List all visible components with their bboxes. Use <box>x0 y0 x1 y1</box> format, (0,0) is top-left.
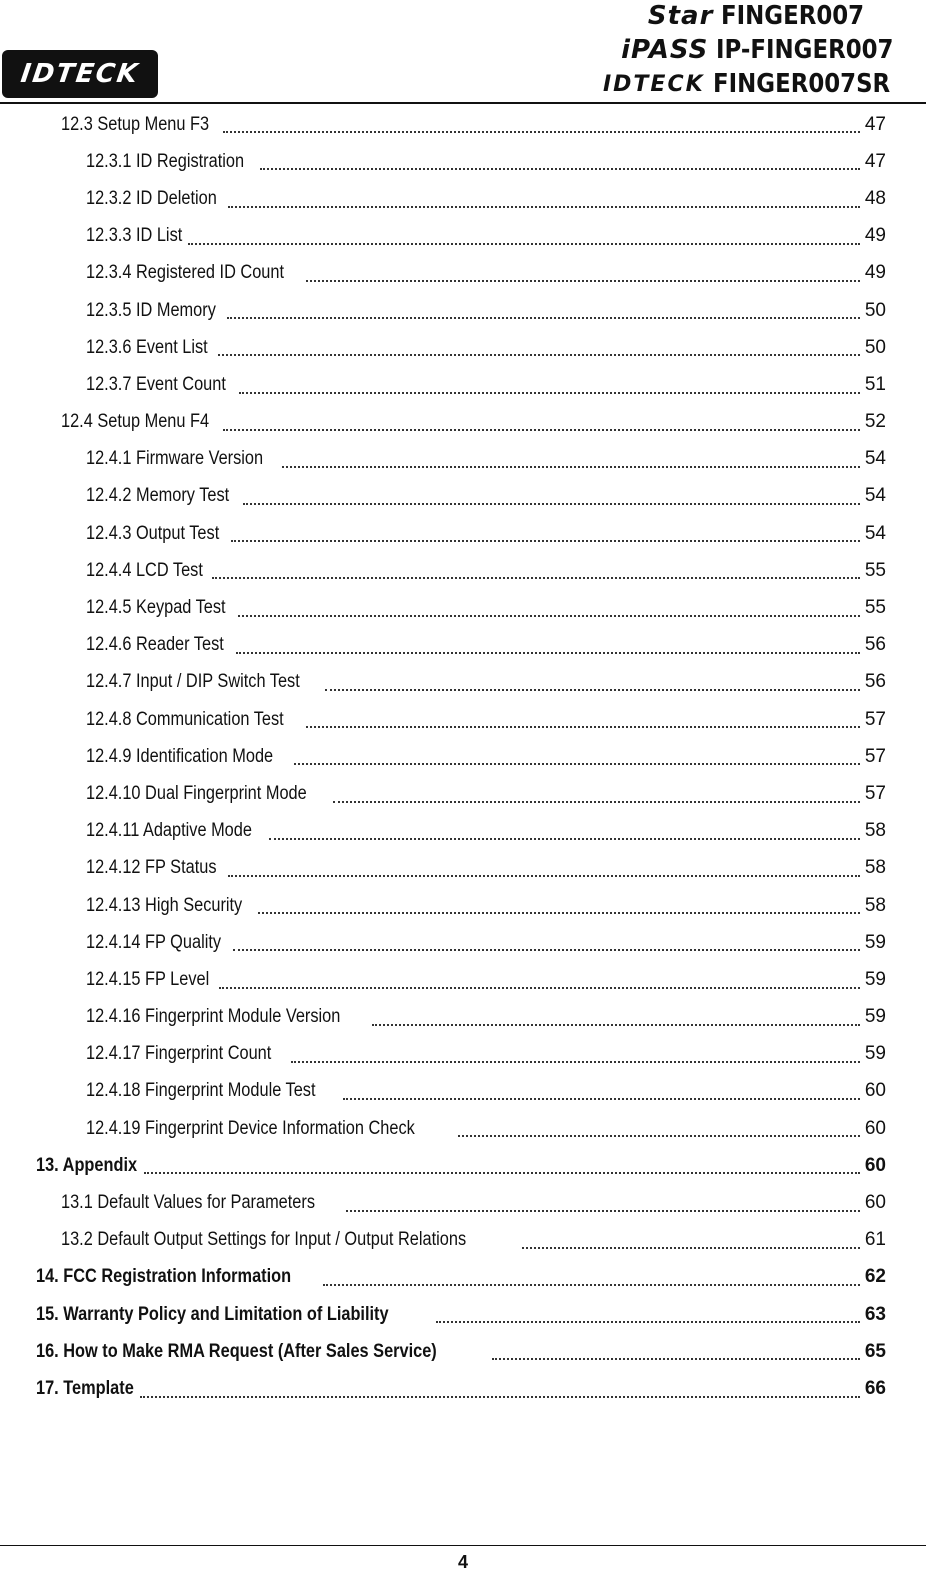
toc-entry-title: 12.3.4 Registered ID Count <box>86 262 285 284</box>
toc-entry-page: 61 <box>864 1229 886 1251</box>
toc-dot-leader <box>228 874 860 877</box>
toc-dot-leader <box>269 837 860 840</box>
toc-entry-page: 60 <box>864 1192 886 1214</box>
product-brand: Star <box>647 1 714 31</box>
toc-entry[interactable] <box>0 775 926 812</box>
toc-dot-leader <box>323 1283 860 1286</box>
toc-entry-page: 60 <box>864 1154 886 1176</box>
product-model: FINGER007 <box>721 1 865 31</box>
toc-entry-title: 12.3.6 Event List <box>86 336 208 358</box>
toc-dot-leader <box>238 614 860 617</box>
toc-entry-page: 59 <box>864 1006 886 1028</box>
toc-entry-title: 12.3.1 ID Registration <box>86 150 245 172</box>
toc-entry-title: 12.4.9 Identification Mode <box>86 745 274 767</box>
toc-entry-title: 12.4 Setup Menu F4 <box>61 411 210 433</box>
toc-entry-title: 12.4.16 Fingerprint Module Version <box>86 1006 341 1028</box>
toc-dot-leader <box>522 1246 860 1249</box>
toc-entry[interactable] <box>0 1036 926 1073</box>
toc-dot-leader <box>492 1357 860 1360</box>
toc-entry-page: 54 <box>864 485 886 507</box>
toc-dot-leader <box>236 651 860 654</box>
toc-entry-title: 13.2 Default Output Settings for Input / Output Relations <box>61 1229 467 1251</box>
toc-entry[interactable] <box>0 329 926 366</box>
toc-entry[interactable] <box>0 1110 926 1147</box>
toc-entry[interactable] <box>0 1184 926 1221</box>
toc-entry[interactable] <box>0 589 926 626</box>
toc-entry[interactable] <box>0 813 926 850</box>
toc-entry-title: 12.3.5 ID Memory <box>86 299 216 321</box>
toc-entry[interactable] <box>0 627 926 664</box>
toc-dot-leader <box>243 502 860 505</box>
toc-dot-leader <box>458 1134 860 1137</box>
toc-entry-page: 59 <box>864 1043 886 1065</box>
toc-entry[interactable] <box>0 664 926 701</box>
product-line-star <box>648 0 884 32</box>
page-header <box>0 0 926 104</box>
toc-dot-leader <box>218 353 860 356</box>
toc-entry-title: 12.4.1 Firmware Version <box>86 448 264 470</box>
toc-dot-leader <box>294 762 860 765</box>
toc-entry-title: 12.4.12 FP Status <box>86 857 217 879</box>
toc-entry-page: 57 <box>864 782 886 804</box>
toc-entry-page: 49 <box>864 225 886 247</box>
toc-entry-page: 57 <box>864 745 886 767</box>
toc-entry-page: 57 <box>864 708 886 730</box>
toc-entry-title: 12.3.7 Event Count <box>86 373 226 395</box>
toc-entry[interactable] <box>0 292 926 329</box>
toc-entry-title: 12.4.17 Fingerprint Count <box>86 1043 272 1065</box>
toc-entry[interactable] <box>0 106 926 143</box>
toc-dot-leader <box>258 911 860 914</box>
product-brand: iPASS <box>621 35 709 65</box>
toc-entry[interactable] <box>0 1147 926 1184</box>
toc-entry-title: 12.4.7 Input / DIP Switch Test <box>86 671 300 693</box>
toc-dot-leader <box>306 725 860 728</box>
toc-entry-page: 54 <box>864 448 886 470</box>
toc-entry-page: 66 <box>864 1377 886 1399</box>
toc-entry[interactable] <box>0 1222 926 1259</box>
toc-entry[interactable] <box>0 404 926 441</box>
toc-entry-page: 55 <box>864 559 886 581</box>
toc-entry-title: 17. Template <box>36 1377 134 1399</box>
product-line-ipass <box>621 34 918 66</box>
toc-entry-page: 47 <box>864 113 886 135</box>
toc-entry-page: 63 <box>864 1303 886 1325</box>
toc-entry[interactable] <box>0 1370 926 1407</box>
toc-entry-page: 51 <box>864 373 886 395</box>
toc-entry[interactable] <box>0 218 926 255</box>
toc-entry-title: 12.4.14 FP Quality <box>86 931 222 953</box>
toc-entry-title: 12.4.11 Adaptive Mode <box>86 820 252 842</box>
toc-entry-title: 12.4.19 Fingerprint Device Information Check <box>86 1117 415 1139</box>
toc-entry-page: 58 <box>864 857 886 879</box>
product-model: FINGER007SR <box>712 69 890 99</box>
toc-entry-page: 49 <box>864 262 886 284</box>
toc-entry-page: 59 <box>864 968 886 990</box>
toc-dot-leader <box>233 948 860 951</box>
toc-entry-title: 12.4.13 High Security <box>86 894 243 916</box>
toc-entry-page: 55 <box>864 597 886 619</box>
toc-entry-page: 65 <box>864 1340 886 1362</box>
logo-text: IDTECK <box>18 59 142 89</box>
table-of-contents <box>0 106 926 1408</box>
toc-entry[interactable] <box>0 552 926 589</box>
toc-entry[interactable] <box>0 441 926 478</box>
toc-entry-page: 58 <box>864 820 886 842</box>
toc-entry-title: 14. FCC Registration Information <box>36 1266 292 1288</box>
product-line-idteck <box>603 68 914 100</box>
toc-dot-leader <box>291 1060 860 1063</box>
toc-entry-title: 12.3.2 ID Deletion <box>86 187 217 209</box>
toc-entry[interactable] <box>0 1296 926 1333</box>
toc-entry[interactable] <box>0 180 926 217</box>
toc-entry-page: 50 <box>864 299 886 321</box>
toc-dot-leader <box>188 242 860 245</box>
product-model: IP-FINGER007 <box>716 35 894 65</box>
toc-dot-leader <box>228 205 860 208</box>
toc-entry-title: 12.4.10 Dual Fingerprint Mode <box>86 782 307 804</box>
toc-entry[interactable] <box>0 1259 926 1296</box>
toc-entry-title: 16. How to Make RMA Request (After Sales Service) <box>36 1340 437 1362</box>
toc-dot-leader <box>219 986 860 989</box>
toc-entry[interactable] <box>0 1333 926 1370</box>
toc-dot-leader <box>144 1171 860 1174</box>
toc-entry[interactable] <box>0 515 926 552</box>
product-brand: IDTECK <box>602 71 705 97</box>
toc-entry-title: 13. Appendix <box>36 1154 138 1176</box>
toc-entry-page: 56 <box>864 671 886 693</box>
idteck-logo <box>2 50 158 98</box>
toc-entry-title: 12.4.15 FP Level <box>86 968 210 990</box>
toc-entry[interactable] <box>0 924 926 961</box>
toc-entry-page: 60 <box>864 1117 886 1139</box>
toc-entry-title: 12.4.5 Keypad Test <box>86 597 226 619</box>
toc-entry-title: 15. Warranty Policy and Limitation of Liability <box>36 1303 389 1325</box>
toc-dot-leader <box>282 465 860 468</box>
toc-entry-page: 54 <box>864 522 886 544</box>
toc-entry-page: 60 <box>864 1080 886 1102</box>
toc-dot-leader <box>436 1320 860 1323</box>
toc-entry-title: 12.3 Setup Menu F3 <box>61 113 210 135</box>
toc-entry-title: 12.4.2 Memory Test <box>86 485 230 507</box>
toc-entry-page: 62 <box>864 1266 886 1288</box>
footer-divider <box>0 1545 926 1546</box>
toc-entry-title: 13.1 Default Values for Parameters <box>61 1192 316 1214</box>
header-divider <box>0 102 926 104</box>
toc-dot-leader <box>227 316 860 319</box>
toc-dot-leader <box>372 1023 860 1026</box>
toc-entry-title: 12.4.18 Fingerprint Module Test <box>86 1080 316 1102</box>
toc-entry-title: 12.4.6 Reader Test <box>86 634 224 656</box>
page-number: 4 <box>457 1552 468 1572</box>
toc-dot-leader <box>306 279 860 282</box>
toc-dot-leader <box>343 1097 860 1100</box>
toc-entry-page: 52 <box>864 411 886 433</box>
toc-entry[interactable] <box>0 1073 926 1110</box>
toc-entry-page: 50 <box>864 336 886 358</box>
toc-entry-page: 47 <box>864 150 886 172</box>
toc-dot-leader <box>260 167 860 170</box>
toc-entry[interactable] <box>0 478 926 515</box>
toc-entry[interactable] <box>0 850 926 887</box>
toc-entry[interactable] <box>0 255 926 292</box>
toc-dot-leader <box>346 1209 860 1212</box>
toc-dot-leader <box>325 688 860 691</box>
toc-dot-leader <box>223 130 860 133</box>
toc-entry-title: 12.4.3 Output Test <box>86 522 220 544</box>
toc-dot-leader <box>231 539 860 542</box>
toc-entry[interactable] <box>0 999 926 1036</box>
toc-entry-page: 48 <box>864 187 886 209</box>
toc-entry-page: 56 <box>864 634 886 656</box>
toc-dot-leader <box>223 428 860 431</box>
toc-entry[interactable] <box>0 738 926 775</box>
toc-entry[interactable] <box>0 143 926 180</box>
toc-entry-title: 12.4.8 Communication Test <box>86 708 284 730</box>
toc-entry-title: 12.3.3 ID List <box>86 225 183 247</box>
toc-entry[interactable] <box>0 887 926 924</box>
toc-entry[interactable] <box>0 961 926 998</box>
toc-entry-page: 59 <box>864 931 886 953</box>
toc-entry[interactable] <box>0 701 926 738</box>
toc-entry[interactable] <box>0 366 926 403</box>
toc-dot-leader <box>212 576 860 579</box>
toc-dot-leader <box>140 1395 860 1398</box>
toc-entry-page: 58 <box>864 894 886 916</box>
toc-entry-title: 12.4.4 LCD Test <box>86 559 203 581</box>
toc-dot-leader <box>239 391 860 394</box>
toc-dot-leader <box>333 800 860 803</box>
